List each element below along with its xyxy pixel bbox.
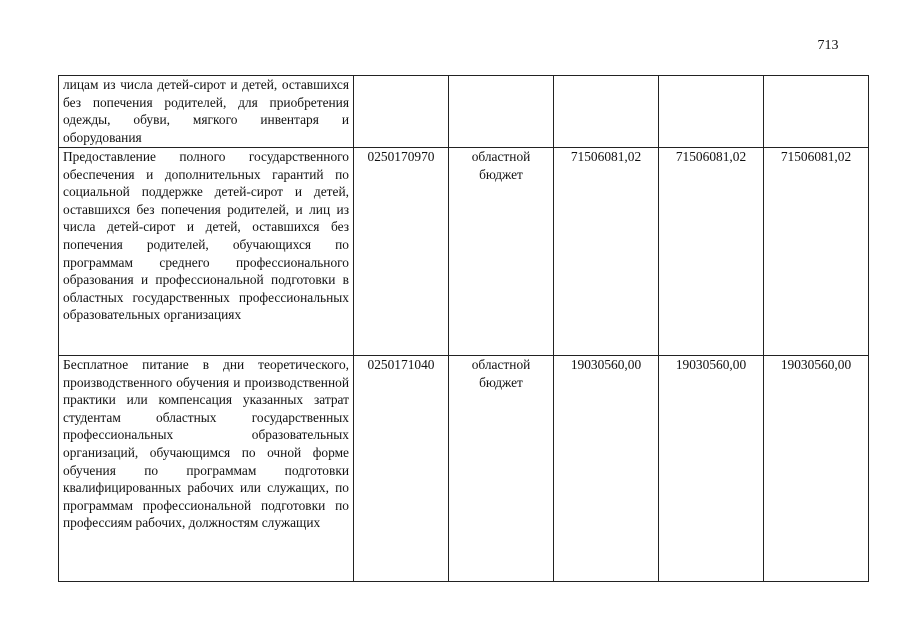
amount-3: 19030560,00	[764, 356, 869, 582]
budget-code: 0250171040	[354, 356, 449, 582]
budget-code	[354, 76, 449, 148]
amount-3	[764, 76, 869, 148]
table-row	[59, 148, 869, 356]
amount-2: 71506081,02	[659, 148, 764, 356]
measure-description: Предоставление полного государственного обеспечения и дополнительных гарантий по социальной поддержке детей-сирот и детей, оставшихся без попечения родителей, и лиц из числа детей-сирот и детей, оставшихся без попечения родителей, обучающихся по программам среднего профессионального образования и профессиональной подготовки в областных государственных профессиональных образовательных организациях	[59, 148, 354, 356]
funding-source	[449, 76, 554, 148]
measure-description: Бесплатное питание в дни теоретического, производственного обучения и производственной практики или компенсация указанных затрат студентам областных государственных профессиональных образовательных организаций, обучающимся по очной форме обучения по программам подготовки квалифицированных рабочих или служащих, по программам профессиональной подготовки по профессиям рабочих, должностям служащих	[59, 356, 354, 582]
amount-3: 71506081,02	[764, 148, 869, 356]
funding-source: областной бюджет	[449, 148, 554, 356]
table-row	[59, 356, 869, 582]
page-number: 713	[817, 38, 839, 53]
budget-table	[58, 75, 869, 582]
funding-source: областной бюджет	[449, 356, 554, 582]
amount-1: 71506081,02	[554, 148, 659, 356]
measure-description: лицам из числа детей-сирот и детей, оставшихся без попечения родителей, для приобретения одежды, обуви, мягкого инвентаря и оборудования	[59, 76, 354, 148]
amount-1	[554, 76, 659, 148]
table-row	[59, 76, 869, 148]
amount-2	[659, 76, 764, 148]
amount-1: 19030560,00	[554, 356, 659, 582]
amount-2: 19030560,00	[659, 356, 764, 582]
budget-code: 0250170970	[354, 148, 449, 356]
